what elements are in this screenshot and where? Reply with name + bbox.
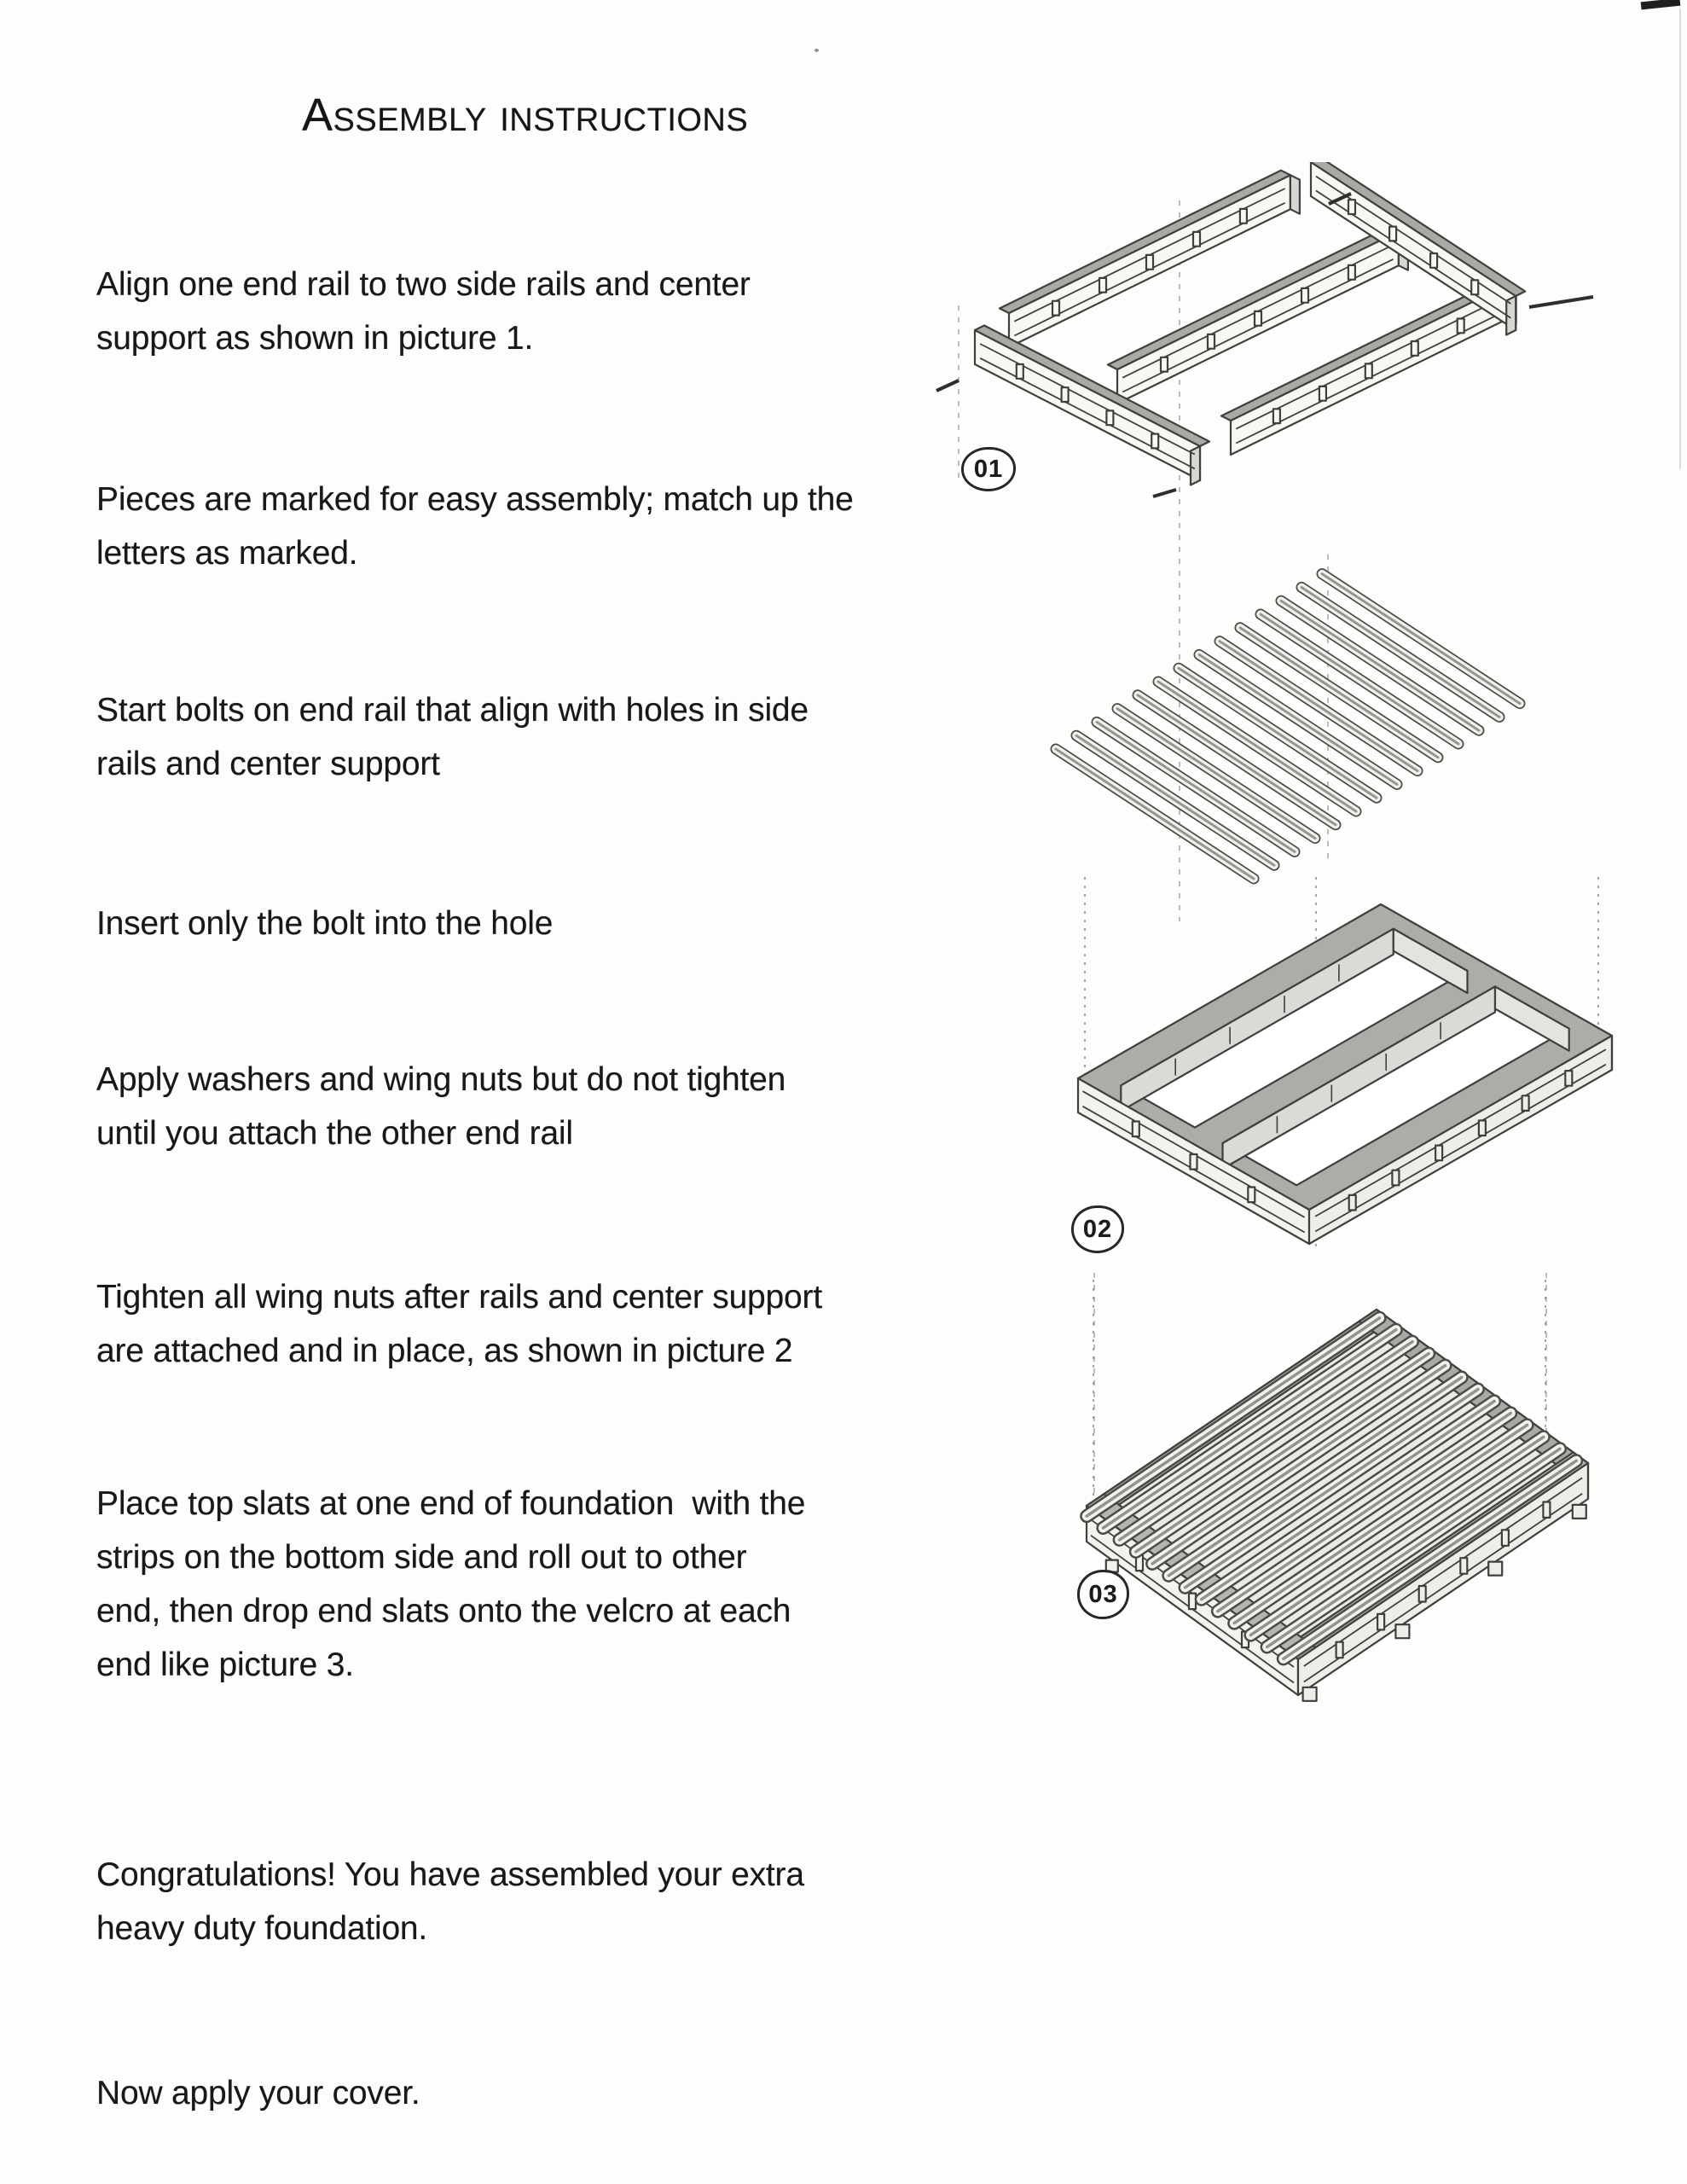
instruction-line: Pieces are marked for easy assembly; match up the: [96, 481, 854, 518]
instruction-paragraph: [96, 1848, 804, 1955]
instruction-line: rails and center support: [96, 746, 440, 782]
figure-03-foundation-with-slats-drawing: [1028, 1280, 1676, 1762]
instruction-line: are attached and in place, as shown in picture 2: [96, 1333, 793, 1369]
figure-02-badge: 02: [1071, 1205, 1124, 1253]
instruction-line: Congratulations! You have assembled your extra: [96, 1856, 804, 1893]
instruction-paragraph: [96, 258, 751, 365]
figure-01-rails-drawing: [921, 162, 1603, 529]
instruction-line: Now apply your cover.: [96, 2075, 420, 2111]
instruction-line: letters as marked.: [96, 535, 358, 572]
instruction-paragraph: [96, 2066, 420, 2120]
scan-edge-line: [1679, 9, 1681, 469]
instruction-line: Apply washers and wing nuts but do not tighten: [96, 1061, 786, 1098]
scan-speck: [815, 49, 819, 52]
figure-01-badge: 01: [961, 447, 1016, 491]
instruction-paragraph: [96, 1270, 822, 1378]
instruction-line: Start bolts on end rail that align with holes in side: [96, 692, 809, 729]
instruction-line: Tighten all wing nuts after rails and center support: [96, 1279, 822, 1316]
instruction-line: strips on the bottom side and roll out to other: [96, 1539, 747, 1576]
figure-02-assembled-frame-drawing: [1028, 870, 1676, 1263]
instruction-paragraph: [96, 683, 809, 791]
instruction-paragraph: [96, 1053, 786, 1160]
scan-corner-mark: [1641, 0, 1681, 9]
instruction-line: Insert only the bolt into the hole: [96, 905, 554, 942]
instruction-paragraph: [96, 897, 553, 950]
instruction-line: end like picture 3.: [96, 1647, 354, 1683]
instruction-line: Place top slats at one end of foundation with the: [96, 1485, 806, 1522]
instruction-line: end, then drop end slats onto the velcro at each: [96, 1593, 791, 1629]
instruction-line: support as shown in picture 1.: [96, 320, 534, 357]
page-title: Assembly instructions: [302, 90, 749, 141]
figure-03-badge: 03: [1077, 1570, 1129, 1619]
slats-roll-drawing: [1032, 546, 1561, 896]
instruction-paragraph: [96, 1477, 805, 1692]
instruction-line: Align one end rail to two side rails and center: [96, 266, 751, 303]
instruction-paragraph: [96, 473, 854, 580]
instruction-line: heavy duty foundation.: [96, 1910, 428, 1947]
instruction-line: until you attach the other end rail: [96, 1115, 573, 1152]
